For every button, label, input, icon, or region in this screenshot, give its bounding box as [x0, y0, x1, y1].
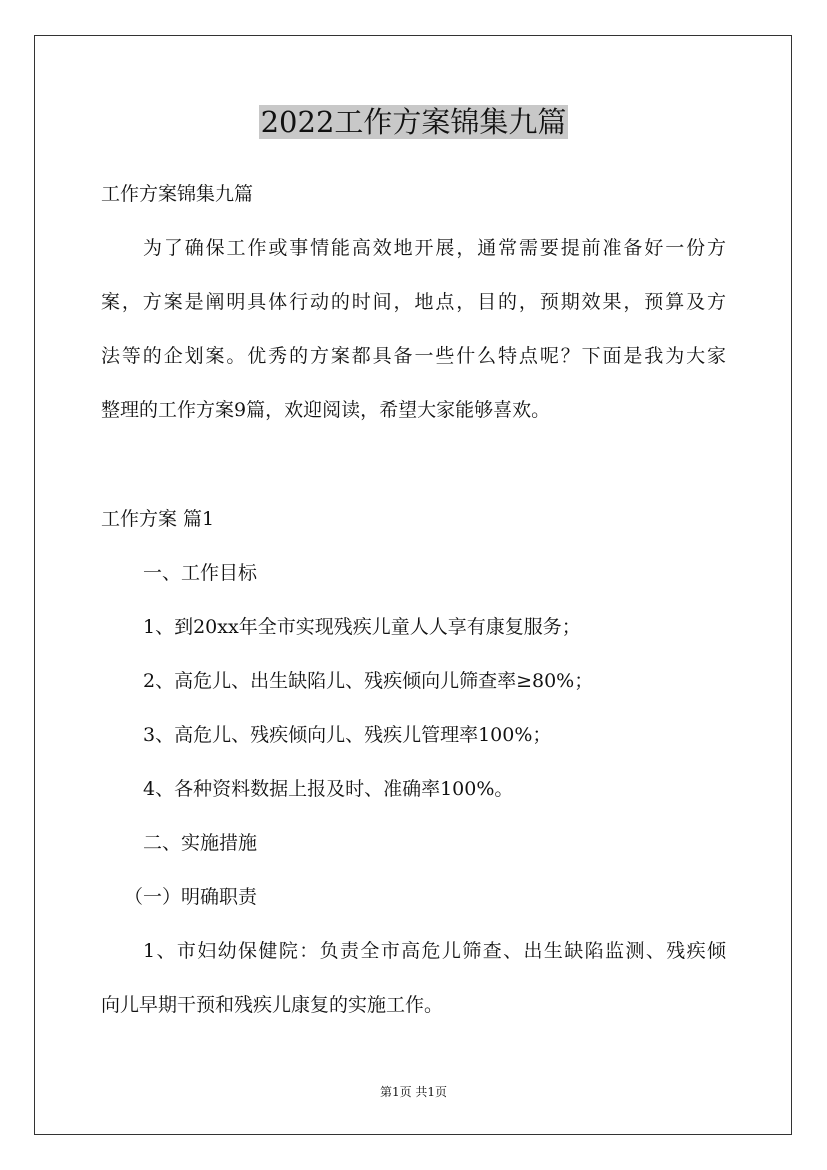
document-title — [0, 102, 827, 142]
duty-line-1: 1、市妇幼保健院：负责全市高危儿筛查、出生缺陷监测、残疾倾 — [143, 940, 726, 962]
intro-line-2: 案，方案是阐明具体行动的时间，地点，目的，预期效果，预算及方 — [101, 291, 726, 313]
goal-item-2: 2、高危儿、出生缺陷儿、残疾倾向儿筛查率≥80%； — [143, 670, 594, 692]
duty-line-2: 向儿早期干预和残疾儿康复的实施工作。 — [101, 994, 444, 1016]
goal-item-3: 3、高危儿、残疾倾向儿、残疾儿管理率100%； — [143, 724, 552, 746]
section-heading: 工作方案 篇1 — [101, 508, 215, 530]
intro-line-3: 法等的企划案。优秀的方案都具备一些什么特点呢？下面是我为大家 — [101, 345, 726, 367]
sub-heading: （一）明确职责 — [124, 886, 258, 908]
document-subtitle: 工作方案锦集九篇 — [101, 183, 254, 205]
intro-line-4: 整理的工作方案9篇，欢迎阅读，希望大家能够喜欢。 — [101, 399, 551, 421]
measures-heading: 二、实施措施 — [143, 832, 258, 854]
page-footer: 第1页 共1页 — [379, 1085, 448, 1099]
goal-item-4: 4、各种资料数据上报及时、准确率100%。 — [143, 778, 514, 800]
document-title-text: 2022工作方案锦集九篇 — [260, 105, 567, 139]
goal-heading: 一、工作目标 — [143, 562, 258, 584]
goal-item-1: 1、到20xx年全市实现残疾儿童人人享有康复服务； — [143, 616, 581, 638]
intro-line-1: 为了确保工作或事情能高效地开展，通常需要提前准备好一份方 — [143, 237, 726, 259]
